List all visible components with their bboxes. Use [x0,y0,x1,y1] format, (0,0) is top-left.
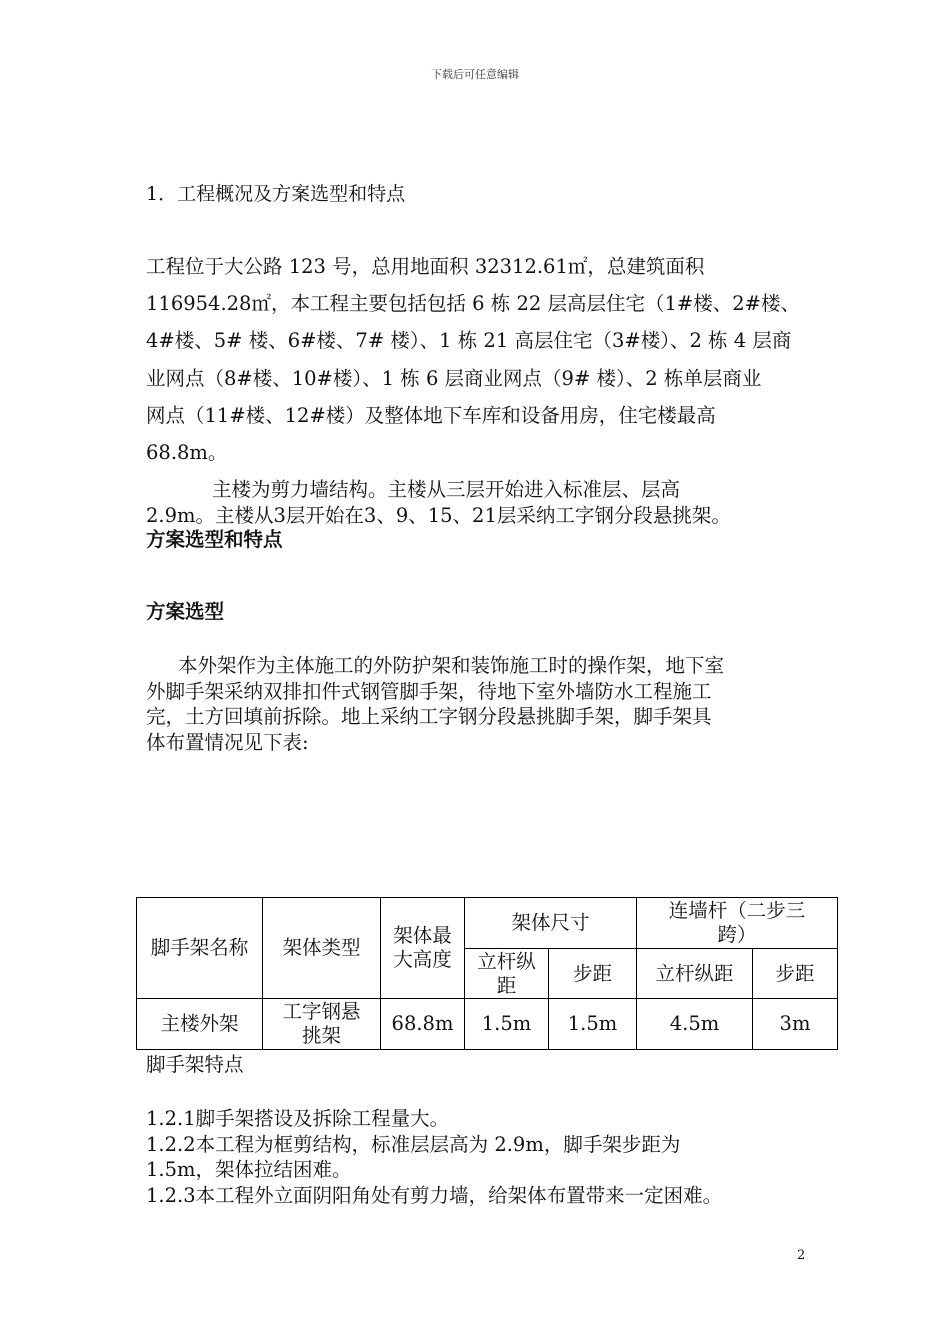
cell-pole: 1.5m [465,999,549,1050]
cell-name: 主楼外架 [137,999,263,1050]
cell-tie-step: 3m [753,999,838,1050]
selection-line: 本外架作为主体施工的外防护架和装饰施工时的操作架，地下室 [178,654,725,677]
subheader-pole-line: 立杆纵 [477,949,536,973]
scaffold-table [136,897,838,1050]
overview-line: 网点（11#楼、12#楼）及整体地下车库和设备用房，住宅楼最高 [146,404,716,427]
cell-tie-pole: 4.5m [637,999,753,1050]
header-height-line: 架体最 [393,924,452,947]
subheader-step: 步距 [549,949,637,999]
selection-line: 完，土方回填前拆除。地上采纳工字钢分段悬挑脚手架，脚手架具 [146,705,712,728]
subheader-tie-pole: 立杆纵距 [637,949,753,999]
feature-item: 1.2.3本工程外立面阴阳角处有剪力墙，给架体布置带来一定困难。 [146,1184,723,1207]
header-name: 脚手架名称 [137,898,263,999]
cell-step: 1.5m [549,999,637,1050]
heading-scheme: 方案选型和特点 [146,528,283,551]
overview-line: 116954.28㎡，本工程主要包括包括 6 栋 22 层高层住宅（1#楼、2#楼、 [146,292,800,315]
heading-selection: 方案选型 [146,600,225,623]
header-size: 架体尺寸 [465,898,637,949]
cell-type-line: 工字钢悬 [282,1000,361,1023]
overview-line: 业网点（8#楼、10#楼）、1 栋 6 层商业网点（9# 楼）、2 栋单层商业 [146,367,762,390]
selection-line: 外脚手架采纳双排扣件式钢管脚手架，待地下室外墙防水工程施工 [146,680,712,703]
selection-line: 体布置情况见下表: [146,731,309,754]
feature-item: 1.5m，架体拉结困难。 [146,1158,352,1181]
subheader-tie-step: 步距 [753,949,838,999]
overview-line: 工程位于大公路 123 号，总用地面积 32312.61㎡，总建筑面积 [146,255,705,278]
feature-item: 1.2.2本工程为框剪结构，标准层层高为 2.9m，脚手架步距为 [146,1133,681,1156]
structure-line: 主楼为剪力墙结构。主楼从三层开始进入标准层、层高 [212,478,681,501]
subheader-pole-line: 距 [496,973,517,997]
header-tie-line: 跨） [717,923,757,946]
header-tie-line: 连墙杆（二步三 [668,899,806,922]
header-tie [637,898,838,949]
header-type: 架体类型 [263,898,381,999]
structure-line: 2.9m。主楼从3层开始在3、9、15、21层采纳工字钢分段悬挑架。 [146,504,731,527]
header-height [381,898,465,999]
section-title: 1．工程概况及方案选型和特点 [146,183,406,205]
features-heading: 脚手架特点 [146,1053,244,1076]
cell-type-line: 挑架 [301,1024,341,1047]
feature-item: 1.2.1脚手架搭设及拆除工程量大。 [146,1107,450,1130]
cell-height: 68.8m [381,999,465,1050]
overview-line: 4#楼、5# 楼、6#楼、7# 楼）、1 栋 21 高层住宅（3#楼）、2 栋 4 层商 [146,329,792,352]
page-header: 下载后可任意编辑 [431,68,519,81]
subheader-pole [465,949,549,999]
page-number: 2 [797,1248,806,1263]
header-height-line: 大高度 [393,948,452,971]
cell-type [263,999,381,1050]
overview-line: 68.8m。 [146,441,228,464]
